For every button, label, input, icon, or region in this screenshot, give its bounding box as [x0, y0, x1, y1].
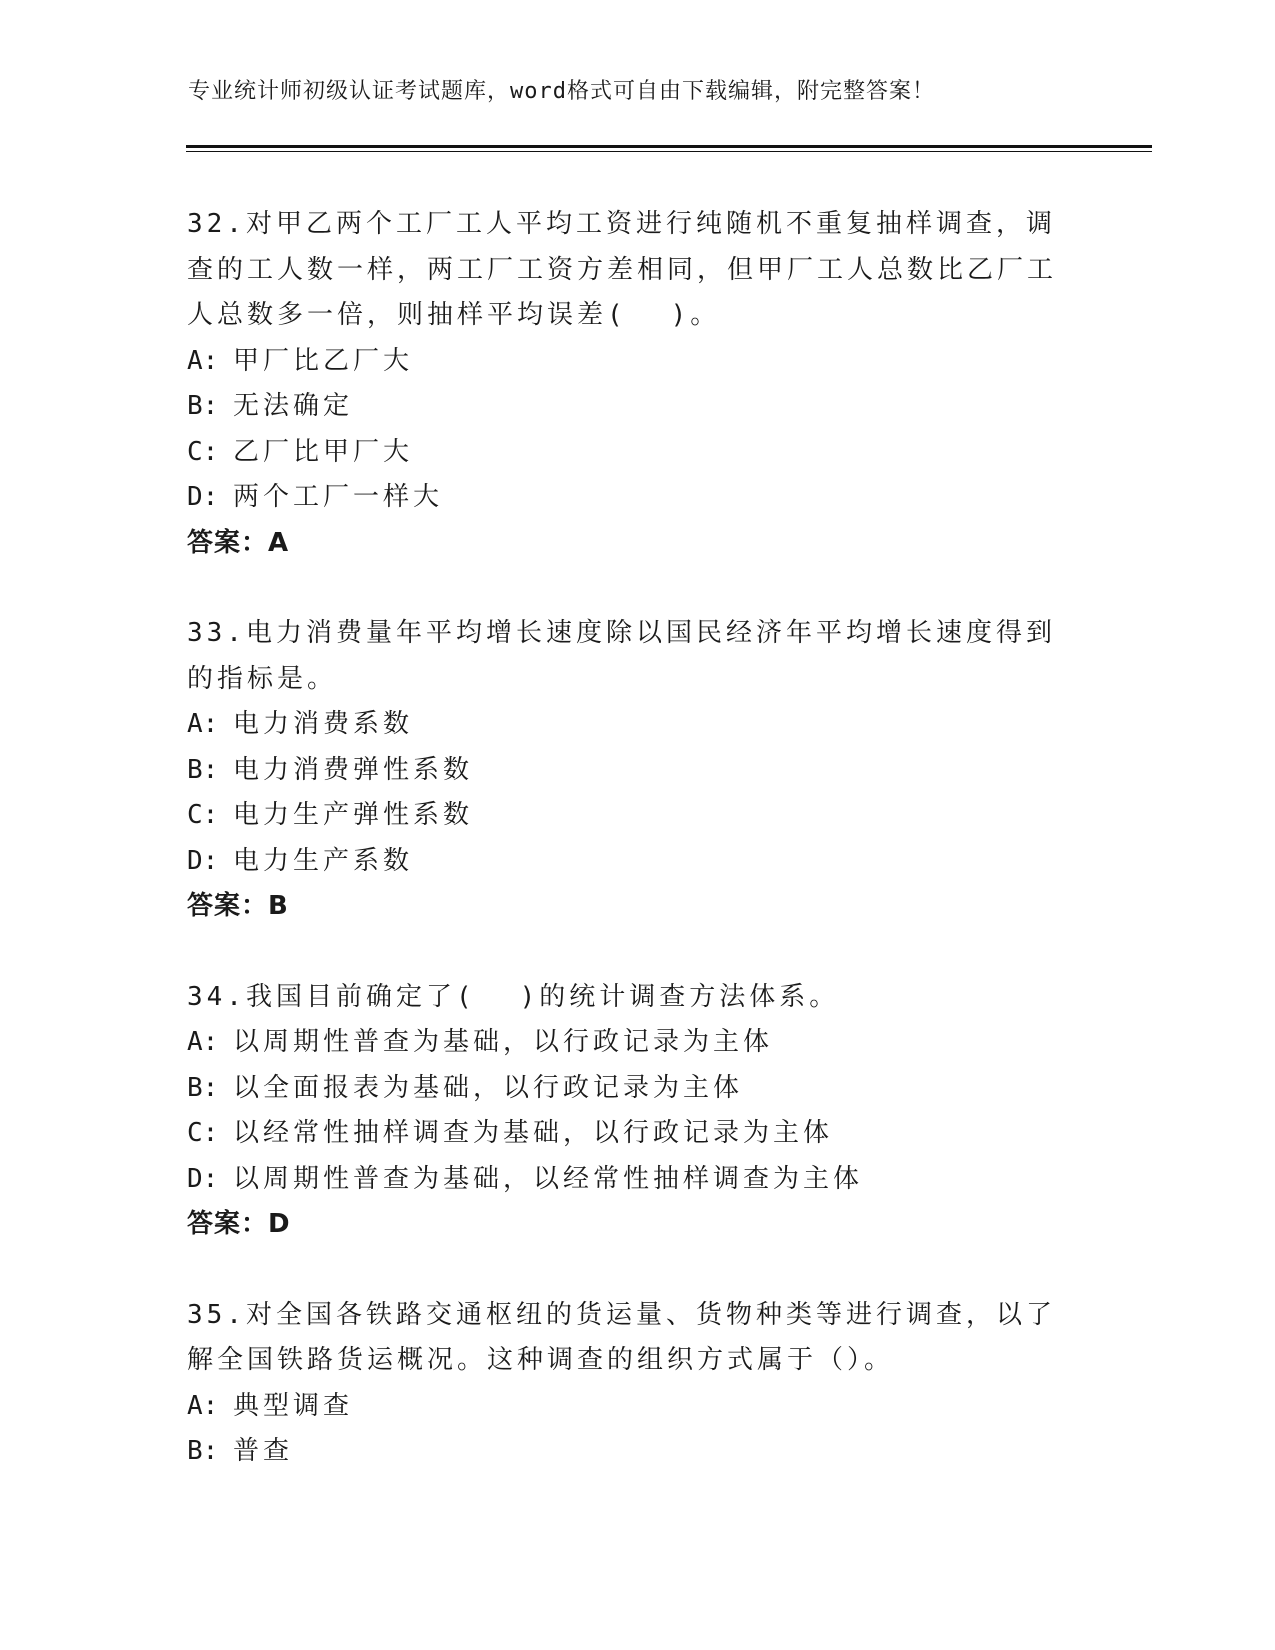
question-32: [187, 202, 1087, 566]
option-letter: B:: [187, 1072, 219, 1103]
option-text: 电力生产系数: [233, 845, 414, 876]
option-text: 以经常性抽样调查为基础，以行政记录为主体: [233, 1118, 834, 1148]
option-letter: A:: [187, 345, 219, 376]
option-text: 以全面报表为基础，以行政记录为主体: [233, 1072, 744, 1103]
question-stem: 35.对全国各铁路交通枢纽的货运量、货物种类等进行调查，以了解全国铁路货运概况。这种调查的组织方式属于（）。: [187, 1299, 1056, 1375]
option-b: [187, 1066, 1087, 1112]
option-letter: A:: [187, 709, 219, 739]
answer-label: 答案：A: [187, 527, 290, 558]
option-letter: C:: [187, 436, 219, 467]
page-header: 专业统计师初级认证考试题库，word格式可自由下载编辑，附完整答案！: [188, 79, 935, 104]
answer-label: 答案：D: [187, 1209, 291, 1239]
option-text: 以周期性普查为基础，以行政记录为主体: [233, 1027, 774, 1057]
option-text: 电力消费弹性系数: [233, 754, 474, 785]
option-text: 普查: [233, 1436, 294, 1466]
question-stem: 33.电力消费量年平均增长速度除以国民经济年平均增长速度得到的指标是。: [187, 618, 1056, 694]
option-a: [187, 1020, 1087, 1066]
question-35: [187, 1293, 1087, 1475]
option-a: [187, 339, 1087, 385]
question-33: [187, 611, 1087, 930]
header-divider-thin: [186, 151, 1152, 152]
option-letter: A:: [187, 1027, 219, 1057]
option-b: [187, 384, 1087, 430]
option-d: [187, 839, 1087, 885]
option-letter: C:: [187, 800, 219, 830]
question-stem: 34.我国目前确定了( )的统计调查方法体系。: [187, 981, 840, 1012]
option-text: 以周期性普查为基础，以经常性抽样调查为主体: [233, 1163, 864, 1194]
option-text: 两个工厂一样大: [233, 482, 444, 512]
option-c: [187, 1111, 1087, 1157]
option-d: [187, 475, 1087, 521]
answer-label: 答案：B: [187, 891, 289, 921]
option-letter: B:: [187, 754, 219, 785]
option-text: 电力消费系数: [233, 709, 414, 739]
option-letter: B:: [187, 391, 219, 421]
option-c: [187, 793, 1087, 839]
question-list: [187, 202, 1087, 1520]
option-a: [187, 702, 1087, 748]
option-letter: D:: [187, 482, 219, 512]
option-text: 甲厂比乙厂大: [233, 345, 414, 376]
header-divider-thick: [186, 145, 1152, 148]
option-c: [187, 430, 1087, 476]
option-letter: D:: [187, 1163, 219, 1194]
option-letter: A:: [187, 1390, 219, 1421]
option-text: 典型调查: [233, 1390, 354, 1421]
option-letter: B:: [187, 1436, 219, 1466]
option-text: 电力生产弹性系数: [233, 800, 474, 830]
option-d: [187, 1157, 1087, 1203]
question-34: [187, 975, 1087, 1248]
option-letter: D:: [187, 845, 219, 876]
question-stem: 32.对甲乙两个工厂工人平均工资进行纯随机不重复抽样调查，调查的工人数一样，两工厂工资方差相同，但甲厂工人总数比乙厂工人总数多一倍，则抽样平均误差( )。: [187, 209, 1058, 330]
option-letter: C:: [187, 1118, 219, 1148]
option-text: 无法确定: [233, 391, 354, 421]
option-b: [187, 1429, 1087, 1475]
option-a: [187, 1384, 1087, 1430]
option-b: [187, 748, 1087, 794]
option-text: 乙厂比甲厂大: [233, 436, 414, 467]
